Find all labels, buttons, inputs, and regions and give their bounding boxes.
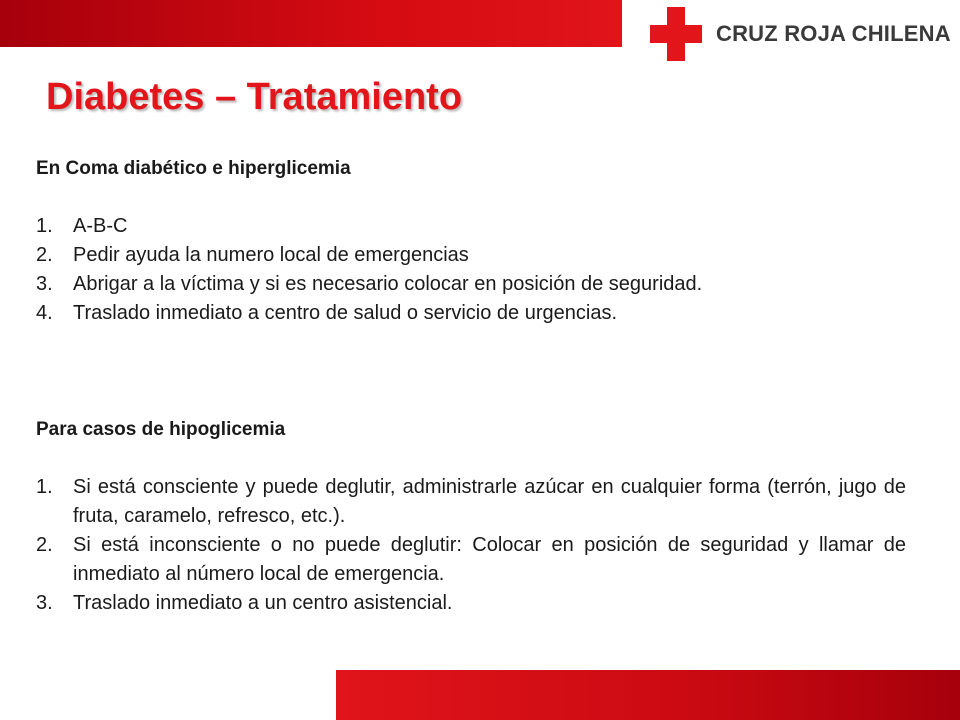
bottom-decorative-bar [336,670,960,720]
slide-content [36,154,906,618]
list-item [36,212,906,241]
hyperglycemia-steps-list [36,212,906,328]
list-item-text: Si está inconsciente o no puede deglutir: Colocar en posición de seguridad y llamar de inmediato al número local de emergencia. [73,534,906,585]
list-number: 2. [36,534,53,556]
slide-title: Diabetes – Tratamiento [46,76,463,118]
section-heading-hyperglycemia: En Coma diabético e hiperglicemia [36,158,351,179]
list-number: 1. [36,476,53,498]
list-number: 4. [36,302,53,324]
brand-name: CRUZ ROJA CHILENA [716,21,951,46]
section-heading-hypoglycemia: Para casos de hipoglicemia [36,419,286,440]
list-item [36,241,906,270]
list-item [36,589,906,618]
hypoglycemia-steps-list [36,473,906,618]
list-item-text: A-B-C [73,215,128,237]
list-number: 1. [36,215,53,237]
list-item [36,473,906,531]
list-item-text: Abrigar a la víctima y si es necesario colocar en posición de seguridad. [73,273,703,295]
cruz-roja-logo [650,4,950,64]
list-number: 3. [36,273,53,295]
list-item [36,270,906,299]
top-decorative-bar [0,0,622,47]
list-number: 3. [36,592,53,614]
list-item-text: Si está consciente y puede deglutir, administrarle azúcar en cualquier forma (terrón, jugo de fruta, caramelo, refresco, etc.). [73,476,906,527]
list-number: 2. [36,244,53,266]
list-item-text: Traslado inmediato a un centro asistencial. [73,592,453,614]
section-spacer [36,328,906,386]
list-item [36,531,906,589]
list-item-text: Pedir ayuda la numero local de emergencias [73,244,469,266]
list-item-text: Traslado inmediato a centro de salud o servicio de urgencias. [73,302,618,324]
red-cross-icon [650,7,702,61]
list-item [36,299,906,328]
